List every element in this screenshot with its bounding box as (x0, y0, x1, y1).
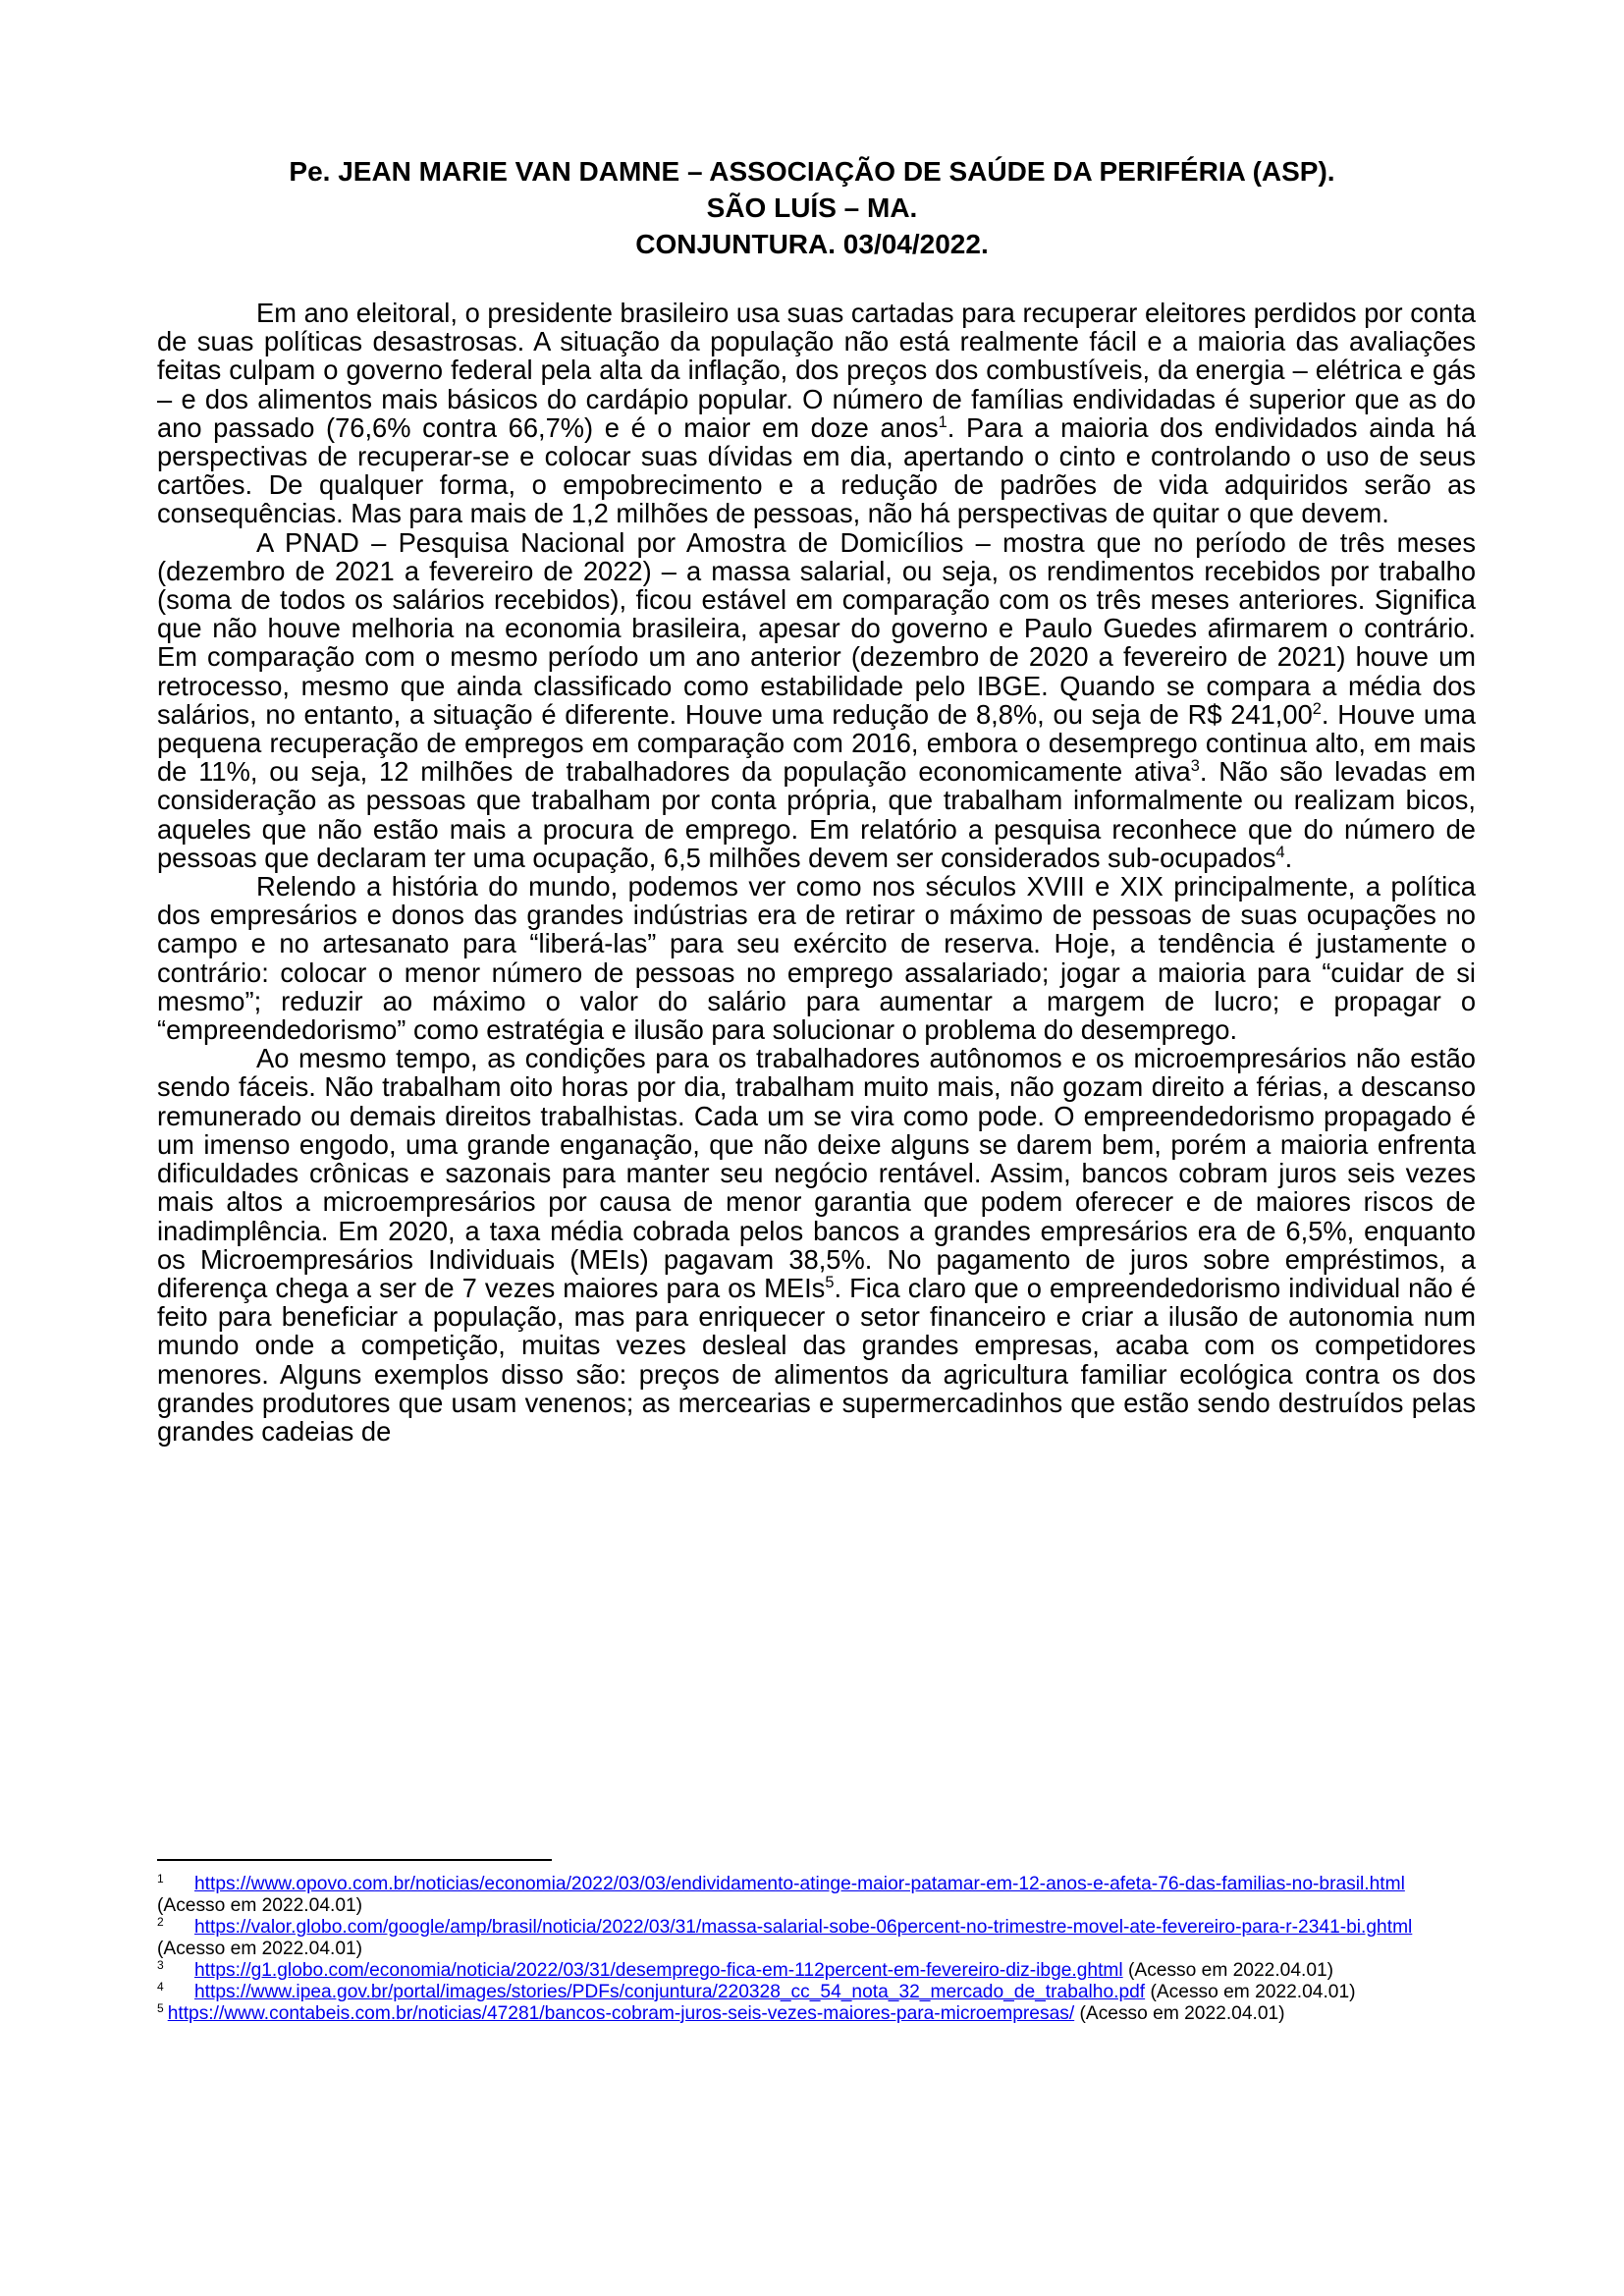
footnote-separator (157, 1859, 552, 1861)
document-body (157, 299, 1476, 1446)
paragraph-1-text-b: . Para a maioria dos endividados ainda há perspectivas de recuperar-se e colocar suas dívidas em dia, apertando o cinto e controlando o uso de seus cartões. De qualquer forma, o empobrecimento e a redução de padrões de vida adquiridos serão as consequências. Mas para mais de 1,2 milhões de pessoas, não há perspectivas de quitar o que devem. (157, 411, 1476, 529)
document-header (147, 153, 1477, 262)
footnote-link[interactable]: https://valor.globo.com/google/amp/brasil/noticia/2022/03/31/massa-salarial-sobe-06percent-no-trimestre-movel-ate-fevereiro-para-r-2341-bi.ghtml (194, 1917, 1413, 1938)
footnote-ref-4: 4 (1275, 843, 1285, 861)
footnote-ref-2: 2 (1312, 699, 1322, 718)
footnote-3: 3 https://g1.globo.com/economia/noticia/2022/03/31/desemprego-fica-em-112percent-em-fevereiro-diz-ibge.ghtml (Acesso em 2022.04.01) (157, 1957, 1334, 1981)
footnote-ref-3: 3 (1190, 757, 1200, 776)
paragraph-2-text-a: A PNAD – Pesquisa Nacional por Amostra de Domicílios – mostra que no período de três meses (dezembro de 2021 a fevereiro de 2022) – a massa salarial, ou seja, os rendimentos recebidos por trabalho (soma de todos os salários recebidos), ficou estável em comparação com os três meses anteriores. Significa que não houve melhoria na economia brasileira, apesar do governo e Paulo Guedes afirmarem o contrário. Em comparação com o mesmo período um ano anterior (dezembro de 2020 a fevereiro de 2021) houve um retrocesso, mesmo que ainda classificado como estabilidade pelo IBGE. Quando se compara a média dos salários, no entanto, a situação é diferente. Houve uma redução de 8,8%, ou seja de R$ 241,00 (157, 526, 1476, 730)
footnote-5: 5 https://www.contabeis.com.br/noticias/47281/bancos-cobram-juros-seis-vezes-maiores-para-microempresas/ (Acesso em 2022.04.01) (157, 2000, 1285, 2024)
paragraph-3: Relendo a história do mundo, podemos ver como nos séculos XVIII e XIX principalmente, a política dos empresários e donos das grandes indústrias era de retirar o máximo de pessoas de suas ocupações no campo e no artesanato para “liberá-las” para seu exército de reserva. Hoje, a tendência é justamente o contrário: colocar o menor número de pessoas no emprego assalariado; jogar a maioria para “cuidar de si mesmo”; reduzir ao máximo o valor do salário para aumentar a margem de lucro; e propagar o “empreendedorismo” como estratégia e ilusão para solucionar o problema do desemprego. (157, 871, 1476, 1046)
footnotes (157, 1871, 1476, 2025)
paragraph-2 (157, 528, 1476, 872)
paragraph-4-text-a: Ao mesmo tempo, as condições para os trabalhadores autônomos e os microempresários não estão sendo fáceis. Não trabalham oito horas por dia, trabalham muito mais, não gozam direito a férias, a descanso remunerado ou demais direitos trabalhistas. Cada um se vira como pode. O empreendedorismo propagado é um imenso engodo, uma grande enganação, que não deixe alguns se darem bem, porém a maioria enfrenta dificuldades crônicas e sazonais para manter seu negócio rentável. Assim, bancos cobram juros seis vezes mais altos a microempresários por causa de menor garantia que podem oferecer e de maiores riscos de inadimplência. Em 2020, a taxa média cobrada pelos bancos a grandes empresários era de 6,5%, enquanto os Microempresários Individuais (MEIs) pagavam 38,5%. No pagamento de juros sobre empréstimos, a diferença chega a ser de 7 vezes maiores para os MEIs (157, 1043, 1476, 1303)
footnote-1: 1 https://www.opovo.com.br/noticias/economia/2022/03/03/endividamento-atinge-maior-patamar-em-12-anos-e-afeta-76-das-familias-no-brasil.html (Acesso em 2022.04.01) (157, 1871, 1405, 1916)
footnote-access: (Acesso em 2022.04.01) (157, 1939, 363, 1959)
footnote-link[interactable]: https://www.opovo.com.br/noticias/economia/2022/03/03/endividamento-atinge-maior-patamar-em-12-anos-e-afeta-76-das-familias-no-brasil.html (194, 1874, 1405, 1894)
header-author-line: Pe. JEAN MARIE VAN DAMNE – ASSOCIAÇÃO DE SAÚDE DA PERIFÉRIA (ASP). (289, 156, 1335, 187)
paragraph-2-text-d: . (1284, 842, 1293, 873)
paragraph-1-text-a: Em ano eleitoral, o presidente brasileiro usa suas cartadas para recuperar eleitores perdidos por conta de suas políticas desastrosas. A situação da população não está realmente fácil e a maioria das avaliações feitas culpam o governo federal pela alta da inflação, dos preços dos combustíveis, da energia – elétrica e gás – e dos alimentos mais básicos do cardápio popular. O número de famílias endividadas é superior que as do ano passado (76,6% contra 66,7%) e é o maior em doze anos (157, 298, 1476, 443)
paragraph-4 (157, 1044, 1476, 1446)
footnote-access: (Acesso em 2022.04.01) (157, 1895, 363, 1916)
footnote-access: (Acesso em 2022.04.01) (1145, 1982, 1356, 2002)
header-location-line: SÃO LUÍS – MA. (706, 192, 918, 223)
footnote-4: 4 https://www.ipea.gov.br/portal/images/stories/PDFs/conjuntura/220328_cc_54_nota_32_mercado_de_trabalho.pdf (Acesso em 2022.04.01) (157, 1979, 1356, 2002)
footnote-access: (Acesso em 2022.04.01) (1074, 2003, 1285, 2024)
paragraph-1 (157, 299, 1476, 528)
footnote-link[interactable]: https://g1.globo.com/economia/noticia/2022/03/31/desemprego-fica-em-112percent-em-fevereiro-diz-ibge.ghtml (194, 1960, 1123, 1981)
footnote-link[interactable]: https://www.ipea.gov.br/portal/images/stories/PDFs/conjuntura/220328_cc_54_nota_32_mercado_de_trabalho.pdf (194, 1982, 1146, 2002)
footnote-link[interactable]: https://www.contabeis.com.br/noticias/47281/bancos-cobram-juros-seis-vezes-maiores-para-microempresas/ (167, 2003, 1075, 2024)
header-title-line: CONJUNTURA. 03/04/2022. (635, 229, 989, 259)
paragraph-4-text-b: . Fica claro que o empreendedorismo individual não é feito para beneficiar a população, mas para enriquecer o setor financeiro e criar a ilusão de autonomia num mundo onde a competição, muitas vezes desleal das grandes empresas, acaba com os competidores menores. Alguns exemplos disso são: preços de alimentos da agricultura familiar ecológica contra os dos grandes produtores que usam venenos; as mercearias e supermercadinhos que estão sendo destruídos pelas grandes cadeias de (157, 1272, 1477, 1447)
footnote-2: 2 https://valor.globo.com/google/amp/brasil/noticia/2022/03/31/massa-salarial-sobe-06percent-no-trimestre-movel-ate-fevereiro-para-r-2341-bi.ghtml (Acesso em 2022.04.01) (157, 1914, 1413, 1959)
footnote-access: (Acesso em 2022.04.01) (1122, 1960, 1334, 1981)
footnote-ref-1: 1 (938, 412, 947, 431)
paragraph-2-text-b: . Houve uma pequena recuperação de empregos em comparação com 2016, embora o desemprego continua alto, em mais de 11%, ou seja, 12 milhões de trabalhadores da população economicamente ativa (157, 698, 1476, 788)
footnote-ref-5: 5 (825, 1273, 835, 1291)
paragraph-2-text-c: . Não são levadas em consideração as pessoas que trabalham por conta própria, que trabalham informalmente ou realizam bicos, aqueles que não estão mais a procura de emprego. Em relatório a pesquisa reconhece que do número de pessoas que declaram ter uma ocupação, 6,5 milhões devem ser considerados sub-ocupados (157, 756, 1476, 873)
